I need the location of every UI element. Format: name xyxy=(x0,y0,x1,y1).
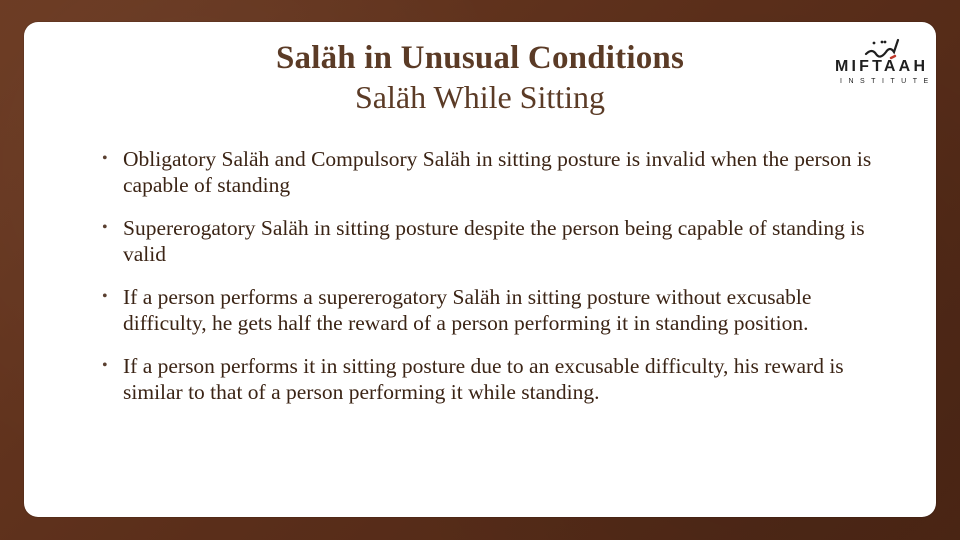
bullet-text: Obligatory Saläh and Compulsory Saläh in sitting posture is invalid when the person is capable of standing xyxy=(123,147,872,197)
bullet-icon: • xyxy=(102,357,108,374)
bullet-icon: • xyxy=(102,288,108,305)
list-item xyxy=(96,215,876,267)
title-block xyxy=(0,38,960,116)
logo-tagline: INSTITUTE xyxy=(840,78,935,85)
bullet-text: If a person performs a supererogatory Saläh in sitting posture without excusable difficulty, he gets half the reward of a person performing it in standing position. xyxy=(123,285,812,335)
arabic-calligraphy-icon xyxy=(862,34,902,60)
bullet-text: If a person performs it in sitting posture due to an excusable difficulty, his reward is similar to that of a person performing it while standing. xyxy=(123,354,844,404)
bullet-text: Supererogatory Saläh in sitting posture despite the person being capable of standing is valid xyxy=(123,216,865,266)
slide-subtitle: Saläh While Sitting xyxy=(354,79,606,115)
miftaah-logo xyxy=(832,34,934,94)
list-item xyxy=(96,353,876,405)
list-item xyxy=(96,146,876,198)
slide-title: Saläh in Unusual Conditions xyxy=(275,40,684,76)
list-item xyxy=(96,284,876,336)
bullet-list xyxy=(96,146,876,422)
logo-wordmark: MIFTAAH xyxy=(835,58,929,75)
bullet-icon: • xyxy=(102,219,108,236)
bullet-icon: • xyxy=(102,150,108,167)
